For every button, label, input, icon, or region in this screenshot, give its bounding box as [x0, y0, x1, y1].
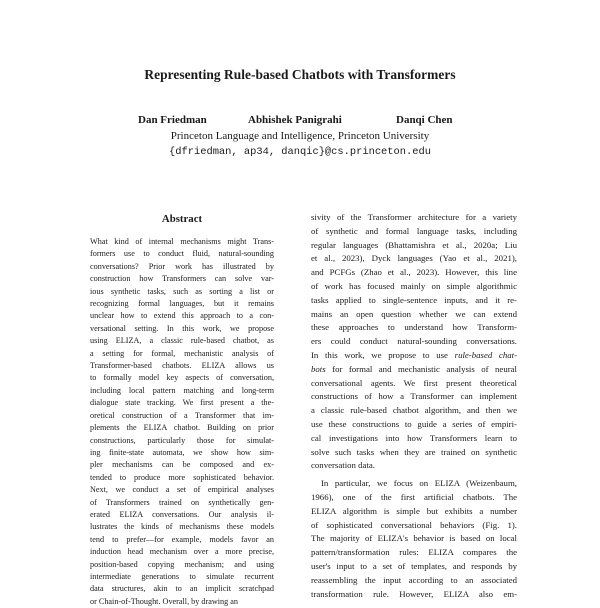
- text-line: a setting for formal, mechanistic analysis of: [90, 348, 274, 358]
- text-line: data structures, akin to an implicit scratchpad: [90, 584, 274, 594]
- text-line: mains an open question whether we can extend: [311, 308, 517, 319]
- text-line: Next, we conduct a set of empirical analyses: [90, 485, 274, 495]
- text-line: ious synthetic tasks, such as sorting a list or: [90, 286, 274, 296]
- text-line: lustrates the kinds of mechanisms these models: [90, 522, 274, 532]
- text-line: position-based copying mechanism; and using: [90, 559, 274, 569]
- text-line: et al., 2023), Dyck languages (Yao et al., 2021),: [311, 253, 517, 264]
- text-line: Transformer-based chatbots. ELIZA allows us: [90, 361, 274, 371]
- author-name: Abhishek Panigrahi: [248, 114, 342, 126]
- text-line: using ELIZA, a classic rule-based chatbot, as: [90, 336, 274, 346]
- text-line: conversations? Prior work has illustrated by: [90, 261, 274, 271]
- text-line: induction head mechanism over a more precise,: [90, 547, 274, 557]
- text-line: of work has focused mainly on simple algorithmic: [311, 280, 517, 291]
- abstract-body: [90, 236, 274, 608]
- text-line: conversation data.: [311, 460, 375, 471]
- author-list: [0, 114, 600, 130]
- text-line: pattern/transformation rules: ELIZA compares the: [311, 547, 517, 558]
- text-line: solve such tasks when they are trained on synthetic: [311, 446, 517, 457]
- text-line: constructions, particularly those for simulat-: [90, 435, 274, 445]
- text-line: sivity of the Transformer architecture for a variety: [311, 212, 517, 222]
- text-line: dialogue state tracking. We first present a the-: [90, 398, 274, 408]
- text-line: cal investigations into how Transformers learn to: [311, 432, 517, 443]
- text-line: versational setting. In this work, we propose: [90, 323, 274, 333]
- text-line: 1966), one of the first artificial chatbots. The: [311, 491, 517, 502]
- author-name: Danqi Chen: [396, 114, 453, 126]
- text-line: In this work, we propose to use rule-based chat-: [311, 349, 518, 360]
- author-name: Dan Friedman: [138, 114, 207, 126]
- text-line: unclear how to extend this approach to a con-: [90, 311, 274, 321]
- text-line: regular languages (Bhattamishra et al., 2020a; Liu: [311, 239, 517, 250]
- text-line: tended to produce more sophisticated behavior.: [90, 472, 274, 482]
- paper-title: Representing Rule-based Chatbots with Transformers: [144, 67, 456, 82]
- text-line: formers use to conduct fluid, natural-sounding: [90, 249, 274, 259]
- text-line: to formally model key aspects of conversation,: [90, 373, 274, 383]
- text-line: ing finite-state automata, we show how sim-: [90, 447, 274, 457]
- text-line: ers could conduct natural-sounding conversations.: [311, 336, 517, 347]
- text-line: intermediate generations to simulate recurrent: [90, 571, 274, 581]
- text-line: conversational agents. We first present theoretical: [311, 377, 517, 388]
- text-line: of Transformers trained on synthetically gen-: [90, 497, 274, 507]
- text-line: tasks applied to single-sentence inputs, and it re-: [311, 294, 517, 305]
- text-line: bots for formal and mechanistic analysis of neural: [311, 363, 517, 374]
- text-line: transformation rule. However, ELIZA also em-: [311, 588, 517, 599]
- text-line: reassembling the input according to an associated: [311, 574, 517, 585]
- abstract-heading: Abstract: [161, 213, 203, 225]
- text-line: use these constructions to guide a series of empiri-: [311, 418, 517, 429]
- intro-body: [311, 211, 517, 601]
- text-line: construction how Transformers can solve var-: [90, 274, 274, 284]
- text-line: erated ELIZA conversations. Our analysis il-: [90, 509, 274, 519]
- text-line: a classic rule-based chatbot algorithm, and then we: [311, 405, 517, 416]
- text-line: ELIZA algorithm is simple but exhibits a number: [311, 505, 517, 516]
- text-line: including local pattern matching and long-term: [90, 385, 274, 395]
- affiliation: Princeton Language and Intelligence, Princeton University: [170, 130, 430, 142]
- text-line: or Chain-of-Thought. Overall, by drawing an: [90, 596, 239, 606]
- text-line: oretical construction of a Transformer that im-: [90, 410, 274, 420]
- text-line: tend to prefer—for example, models favor an: [90, 534, 274, 544]
- text-line: What kind of internal mechanisms might Trans-: [90, 237, 274, 246]
- text-line: constructions of how a Transformer can implement: [311, 391, 517, 402]
- text-line: and PCFGs (Zhao et al., 2023). However, this line: [311, 267, 517, 278]
- text-line: pler mechanisms can be composed and ex-: [90, 460, 274, 470]
- text-line: user's input to a set of templates, and responds by: [311, 560, 517, 571]
- text-line: of synthetic and formal language tasks, including: [311, 225, 517, 236]
- text-line: plements the ELIZA chatbot. Building on prior: [90, 423, 274, 433]
- text-line: In particular, we focus on ELIZA (Weizenbaum,: [321, 478, 517, 489]
- author-email: {dfriedman, ap34, danqic}@cs.princeton.edu: [169, 146, 431, 158]
- text-line: recognizing formal languages, but it remains: [90, 299, 274, 309]
- text-line: The majority of ELIZA's behavior is based on local: [311, 533, 517, 544]
- text-line: these approaches to understand how Transform-: [311, 322, 517, 333]
- text-line: of sophisticated conversational behaviors (Fig. 1).: [311, 519, 517, 530]
